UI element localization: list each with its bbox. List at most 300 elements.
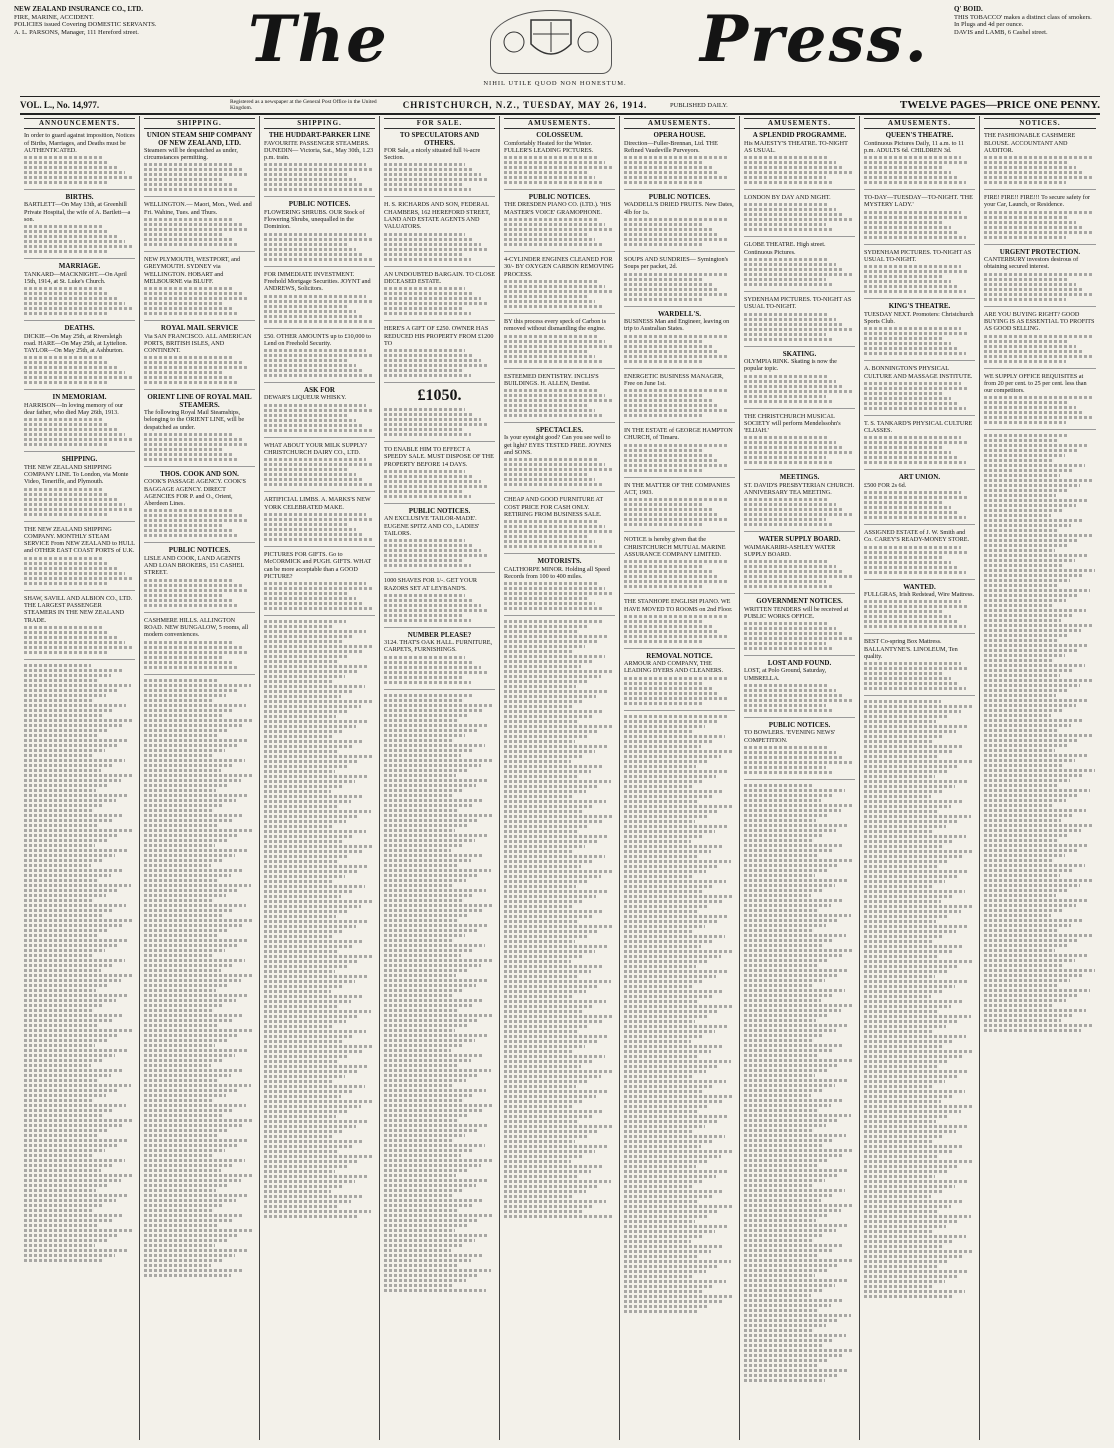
print-line [24, 979, 121, 982]
print-line [744, 1189, 845, 1192]
print-line [864, 900, 941, 903]
print-line [744, 794, 833, 797]
print-line [144, 714, 222, 717]
print-line [144, 819, 232, 822]
print-line [984, 929, 1059, 932]
print-line [744, 642, 826, 645]
print-line [864, 342, 951, 345]
print-line [744, 884, 835, 887]
print-line [384, 884, 454, 887]
print-line [384, 904, 494, 907]
print-line [504, 285, 605, 288]
print-line [864, 1045, 942, 1048]
print-line [144, 964, 233, 967]
print-line [744, 1169, 849, 1172]
print-line [504, 1070, 613, 1073]
print-line [384, 1154, 461, 1157]
print-line [504, 1090, 608, 1093]
print-line [384, 549, 481, 552]
print-line [504, 1100, 584, 1103]
print-line [504, 885, 576, 888]
print-line [24, 719, 134, 722]
print-line [144, 844, 215, 847]
print-line [864, 1235, 966, 1238]
price-line: TWELVE PAGES—PRICE ONE PENNY. [899, 99, 1100, 111]
print-line [24, 664, 91, 667]
print-line [264, 945, 352, 948]
advertisement-text: In order to guard against imposition, Notices of Births, Marriages, and Deaths must be AUTHENTICATED. [24, 132, 135, 154]
column-7 [740, 116, 860, 1440]
advertisement [624, 536, 735, 594]
print-line [744, 1369, 849, 1372]
print-line [384, 354, 473, 357]
print-line [624, 755, 721, 758]
advertisement-text: LISLE AND COOK, LAND AGENTS AND LOAN BROKERS, 151 CASHEL STREET. [144, 554, 244, 577]
print-line [744, 984, 813, 987]
print-line [504, 915, 592, 918]
print-line [24, 809, 92, 812]
print-line [24, 699, 94, 702]
small-print-texture [864, 211, 975, 239]
print-line [384, 1169, 468, 1172]
print-line [264, 528, 356, 531]
print-line [624, 850, 711, 853]
advertisement [264, 271, 375, 329]
print-line [24, 1064, 91, 1067]
print-line [864, 1215, 971, 1218]
print-line [504, 765, 603, 768]
print-line [24, 739, 129, 742]
print-line [264, 1030, 366, 1033]
small-print-texture [864, 546, 975, 574]
print-line [24, 789, 96, 792]
print-line [744, 1224, 848, 1227]
print-line [24, 669, 123, 672]
print-line [24, 513, 107, 516]
print-line [504, 1055, 605, 1058]
print-line [864, 566, 958, 569]
print-line [264, 1215, 358, 1218]
print-line [504, 280, 597, 283]
print-line [24, 423, 109, 426]
print-line [264, 775, 367, 778]
advertisement [864, 584, 975, 635]
print-line [504, 233, 587, 236]
print-line [744, 1359, 829, 1362]
print-line [624, 360, 702, 363]
print-line [504, 161, 605, 164]
small-print-texture [24, 626, 135, 654]
print-line [504, 870, 613, 873]
print-line [984, 156, 1094, 159]
advertisement-text: FLOWERING SHRUBS. OUR Stock of Flowering Shrubs, unequalled in the Dominion. [264, 208, 365, 231]
print-line [144, 679, 218, 682]
print-line [144, 899, 214, 902]
print-line [744, 709, 834, 712]
print-line [384, 1109, 482, 1112]
advertisement-heading: QUEEN'S THEATRE. [885, 131, 954, 140]
print-line [744, 1234, 824, 1237]
print-line [504, 850, 573, 853]
print-line [24, 984, 108, 987]
print-line [984, 769, 1095, 772]
print-line [504, 394, 605, 397]
print-line [744, 390, 852, 393]
print-line [744, 1074, 815, 1077]
print-line [744, 451, 852, 454]
small-print-texture [744, 746, 855, 774]
print-line [744, 1349, 854, 1352]
print-line [864, 1075, 957, 1078]
masthead [0, 0, 1114, 96]
advertisement-heading: GOVERNMENT NOTICES. [756, 597, 843, 606]
print-line [504, 540, 595, 543]
print-line [984, 469, 1072, 472]
print-line [504, 675, 601, 678]
print-line [624, 288, 719, 291]
print-line [984, 934, 1092, 937]
print-line [264, 424, 364, 427]
print-line [144, 646, 242, 649]
print-line [624, 780, 704, 783]
print-line [744, 699, 852, 702]
print-line [264, 1135, 332, 1138]
print-line [984, 664, 1085, 667]
print-line [24, 1179, 121, 1182]
print-line [984, 529, 1059, 532]
print-line [624, 770, 728, 773]
column-2 [140, 116, 260, 1440]
print-line [144, 519, 249, 522]
print-line [384, 490, 463, 493]
print-line [504, 1180, 611, 1183]
advertisement-text: TO BOWLERS. 'EVENING NEWS' COMPETITION. [744, 729, 836, 744]
print-line [144, 287, 234, 290]
print-line [624, 955, 721, 958]
print-line [984, 589, 1090, 592]
print-line [984, 396, 1094, 399]
print-line [744, 1109, 818, 1112]
print-line [144, 904, 246, 907]
print-line [504, 1170, 591, 1173]
small-print-texture [624, 389, 735, 417]
small-print-texture [24, 156, 135, 184]
print-line [624, 790, 724, 793]
advertisement-text: HARRISON—In loving memory of our dear father, who died May 26th, 1913. [24, 401, 123, 417]
small-print-texture [864, 662, 975, 690]
print-line [24, 1149, 105, 1152]
print-line [864, 1020, 958, 1023]
print-line [984, 669, 1072, 672]
print-line [864, 556, 943, 559]
print-line [504, 463, 605, 466]
print-line [864, 1060, 949, 1063]
print-line [864, 1000, 963, 1003]
print-line [384, 1129, 477, 1132]
masthead-title-left: The [248, 2, 389, 77]
small-print-texture [384, 287, 495, 315]
advertisement [24, 325, 135, 390]
published-daily: PUBLISHED DAILY. [670, 101, 728, 109]
advertisement-text: BEST Co-spring Box Mattress. BALLANTYNE'S. LINOLEUM, Ten quality. [864, 638, 958, 660]
small-print-texture [144, 287, 255, 315]
advertisement-text: Via SAN FRANCISCO. ALL AMERICAN PORTS, BRITISH ISLES, AND CONTINENT. [144, 332, 252, 355]
print-line [624, 860, 731, 863]
print-line [144, 729, 229, 732]
print-line [504, 845, 585, 848]
print-line [504, 1025, 589, 1028]
print-line [624, 855, 698, 858]
print-line [624, 181, 702, 184]
print-line [264, 975, 367, 978]
print-line [504, 607, 603, 610]
print-line [744, 1199, 821, 1202]
print-line [144, 1009, 212, 1012]
print-line [504, 735, 587, 738]
print-line [504, 835, 609, 838]
print-line [264, 163, 366, 166]
print-line [144, 1019, 232, 1022]
print-line [744, 684, 828, 687]
print-line [624, 1170, 728, 1173]
print-line [744, 456, 826, 459]
place-date: CHRISTCHURCH, N.Z., TUESDAY, MAY 26, 1914. [402, 100, 648, 110]
print-line [144, 1014, 244, 1017]
print-line [264, 463, 374, 466]
print-line [24, 1094, 106, 1097]
print-line [744, 560, 828, 563]
advertisement-text: £500 FOR 2s 6d. [864, 481, 907, 489]
print-line [744, 268, 844, 271]
print-line [744, 1334, 846, 1337]
print-line [384, 914, 469, 917]
print-line [264, 295, 366, 298]
advertisement-text: Direction—Fuller-Brennan, Ltd. THE Refined Vaudeville Purveyors. [624, 139, 718, 154]
advertisement-text: SHAW, SAVILL AND ALBION CO., LTD. THE LARGEST PASSENGER STEAMERS IN THE NEW ZEALAND TRADE. [24, 594, 133, 624]
print-line [984, 514, 1051, 517]
print-line [264, 233, 366, 236]
print-line [864, 930, 956, 933]
print-line [144, 1059, 223, 1062]
print-line [504, 535, 587, 538]
print-line [264, 865, 369, 868]
print-line [624, 910, 697, 913]
print-line [864, 1150, 952, 1153]
print-line [24, 1049, 127, 1052]
print-line [624, 760, 708, 763]
print-line [264, 243, 348, 246]
advertisement-heading: PUBLIC NOTICES. [408, 507, 471, 516]
print-line [384, 839, 475, 842]
print-line [984, 679, 1093, 682]
print-line [984, 854, 1065, 857]
print-line [864, 1160, 972, 1163]
print-line [264, 760, 359, 763]
print-line [864, 605, 968, 608]
print-line [144, 1169, 221, 1172]
print-line [624, 885, 714, 888]
print-line [264, 315, 364, 318]
print-line [744, 994, 833, 997]
print-line [144, 1044, 215, 1047]
print-line [264, 1150, 339, 1153]
print-line [144, 684, 251, 687]
print-line [264, 1105, 361, 1108]
print-line [624, 745, 701, 748]
print-line [624, 1110, 697, 1113]
print-line [984, 694, 1056, 697]
print-line [504, 414, 603, 417]
advertisement-text: FOR IMMEDIATE INVESTMENT. Freehold Mortgage Securities. JOYNT and ANDREWS, Solicitors. [264, 270, 371, 293]
print-line [744, 1314, 851, 1317]
print-line [384, 889, 486, 892]
print-line [144, 1049, 247, 1052]
print-line [744, 1309, 818, 1312]
print-line [384, 869, 491, 872]
print-line [384, 544, 473, 547]
advertisement-heading: BIRTHS. [65, 193, 94, 202]
print-line [984, 524, 1071, 527]
advertisement [504, 256, 615, 314]
advertisement [144, 132, 255, 197]
print-line [24, 724, 122, 727]
print-line [384, 312, 471, 315]
print-line [264, 845, 374, 848]
small-print-texture [624, 560, 735, 588]
small-print-texture [744, 498, 855, 526]
column-8 [860, 116, 980, 1440]
print-line [504, 587, 605, 590]
print-line [864, 1135, 944, 1138]
print-line [264, 960, 359, 963]
print-line [624, 635, 727, 638]
print-line [144, 1199, 236, 1202]
print-line [384, 894, 474, 897]
print-line [504, 645, 585, 648]
print-line [24, 181, 107, 184]
print-line [144, 1089, 238, 1092]
print-line [24, 764, 113, 767]
print-line [504, 1185, 598, 1188]
print-line [384, 614, 463, 617]
print-line [864, 795, 931, 798]
print-line [264, 935, 332, 938]
print-line [264, 750, 339, 753]
small-print-texture [864, 156, 975, 184]
print-line [384, 243, 481, 246]
print-line [984, 704, 1076, 707]
print-line [864, 446, 943, 449]
print-line [384, 819, 479, 822]
print-line [384, 989, 464, 992]
print-line [144, 934, 217, 937]
print-line [864, 710, 961, 713]
advertisement [144, 547, 255, 612]
advertisement [384, 387, 495, 442]
print-line [984, 969, 1095, 972]
advertisement-heading: PUBLIC NOTICES. [288, 200, 351, 209]
print-line [864, 290, 966, 293]
print-line [264, 468, 348, 471]
print-line [24, 1099, 94, 1102]
advertisement-text: 4-CYLINDER ENGINES CLEANED FOR 30/- BY OXYGEN CARBON REMOVING PROCESS. [504, 256, 614, 278]
print-line [744, 1184, 813, 1187]
print-line [384, 844, 463, 847]
print-line [384, 709, 482, 712]
print-line [624, 1225, 727, 1228]
print-line [504, 290, 613, 293]
print-line [504, 305, 603, 308]
advertisement-heading: MEETINGS. [779, 473, 820, 482]
print-line [504, 950, 595, 953]
print-line [504, 602, 595, 605]
advertisement-heading: PUBLIC NOTICES. [768, 721, 831, 730]
print-line [984, 594, 1078, 597]
print-line [264, 830, 366, 833]
print-line [984, 1024, 1094, 1027]
print-line [264, 168, 374, 171]
print-line [144, 356, 234, 359]
section-heading: ANNOUNCEMENTS. [24, 118, 135, 129]
print-line [264, 905, 361, 908]
print-line [864, 760, 972, 763]
print-line [144, 784, 228, 787]
column-1 [20, 116, 140, 1440]
small-print-texture [144, 579, 255, 607]
print-line [504, 399, 613, 402]
print-line [144, 218, 234, 221]
print-line [864, 705, 973, 708]
advertisement [624, 194, 735, 252]
advertisement-text: BARTLETT—On May 13th, at Greenhill Private Hospital, the wife of A. Bartlett—a son. [24, 201, 131, 224]
advertisement [864, 474, 975, 525]
print-line [264, 1085, 365, 1088]
print-line [984, 599, 1066, 602]
print-line [24, 989, 96, 992]
print-line [624, 890, 702, 893]
print-line [144, 584, 242, 587]
small-print-texture [624, 335, 735, 363]
print-line [24, 297, 117, 300]
print-line [24, 1029, 132, 1032]
print-line [624, 1295, 734, 1298]
print-line [384, 719, 457, 722]
print-line [864, 231, 958, 234]
advertisement [744, 474, 855, 532]
print-line [264, 300, 374, 303]
print-line [744, 1139, 834, 1142]
print-line [624, 1270, 706, 1273]
print-line [384, 349, 465, 352]
print-line [624, 444, 729, 447]
print-line [984, 814, 1074, 817]
small-print-texture [144, 218, 255, 246]
print-line [24, 503, 125, 506]
print-line [384, 1239, 475, 1242]
print-line [144, 1099, 214, 1102]
print-line [264, 369, 364, 372]
print-line [504, 218, 597, 221]
print-line [384, 729, 477, 732]
print-line [24, 1014, 124, 1017]
print-line [984, 804, 1053, 807]
print-line [24, 225, 102, 228]
print-line [864, 970, 947, 973]
print-line [864, 1115, 948, 1118]
print-line [264, 597, 356, 600]
advertisement [744, 296, 855, 347]
print-line [24, 428, 117, 431]
